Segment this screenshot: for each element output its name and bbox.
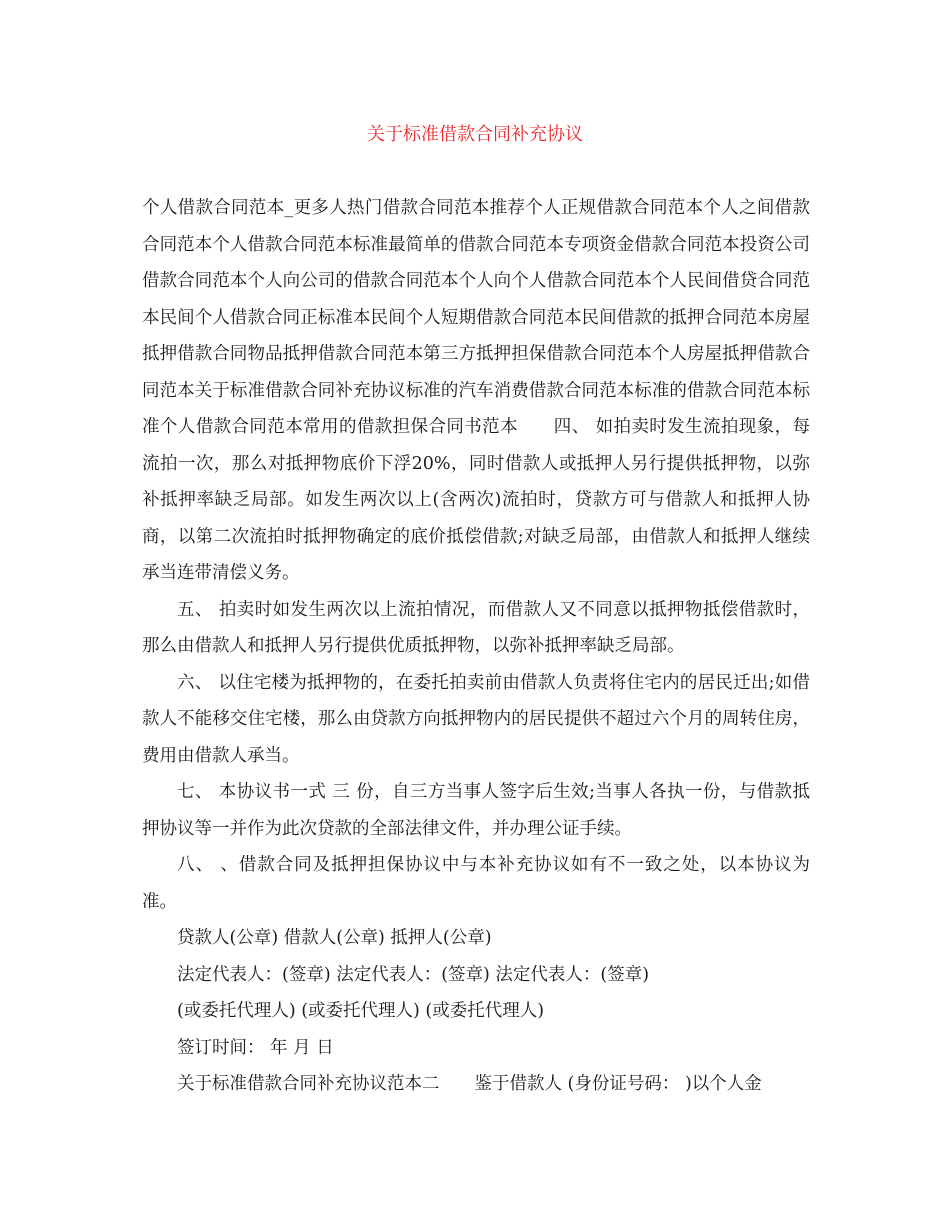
sign-date-line: 签订时间： 年 月 日 [177, 1037, 334, 1058]
intro-paragraph [142, 190, 810, 592]
clause-6-paragraph: 六、 以住宅楼为抵押物的，在委托拍卖前由借款人负责将住宅内的居民迁出;如借款人不能移交住宅楼，那么由贷款方向抵押物内的居民提供不超过六个月的周转住房，费用由借款人承当。 [142, 672, 810, 766]
intro-text: 个人借款合同范本_更多人热门借款合同范本推荐个人正规借款合同范本个人之间借款合同范本个人借款合同范本标准最简单的借款合同范本专项资金借款合同范本投资公司借款合同范本个人向公司的借款合同范本个人向个人借款合同范本个人民间借贷合同范本民间个人借款合同正标准本民间个人短期借款合同范本民间借款的抵押合同范本房屋抵押借款合同物品抵押借款合同范本第三方抵押担保借款合同范本个人房屋抵押借款合同范本关于标准借款合同补充协议标准的汽车消费借款合同范本标准的借款合同范本标准个人借款合同范本常用的借款担保合同书范本 [142, 198, 810, 437]
clause-5-paragraph: 五、 拍卖时如发生两次以上流拍情况，而借款人又不同意以抵押物抵偿借款时，那么由借款人和抵押人另行提供优质抵押物，以弥补抵押率缺乏局部。 [142, 599, 810, 656]
signature-representatives-line: 法定代表人：(签章) 法定代表人：(签章) 法定代表人：(签章) [177, 964, 650, 985]
paragraph-gap [518, 417, 554, 437]
next-section-gap [440, 1074, 475, 1094]
clause-8-paragraph: 八、 、借款合同及抵押担保协议中与本补充协议如有不一致之处，以本协议为准。 [142, 855, 810, 912]
next-section-title: 关于标准借款合同补充协议范本二 [177, 1074, 440, 1094]
document-body [142, 190, 810, 1103]
signature-agents-line: (或委托代理人) (或委托代理人) (或委托代理人) [177, 1001, 545, 1021]
clause-4-text: 四、 如拍卖时发生流拍现象，每流拍一次，那么对抵押物底价下浮20%，同时借款人或抵押人另行提供抵押物，以弥补抵押率缺乏局部。如发生两次以上(含两次)流拍时，贷款方可与借款人和抵押人协商，以第二次流拍时抵押物确定的底价抵偿借款;对缺乏局部，由借款人和抵押人继续承当连带清偿义务。 [142, 417, 811, 583]
signature-parties-line: 贷款人(公章) 借款人(公章) 抵押人(公章) [177, 928, 492, 948]
clause-7-paragraph: 七、 本协议书一式 三 份，自三方当事人签字后生效;当事人各执一份，与借款抵押协议等一并作为此次贷款的全部法律文件，并办理公证手续。 [142, 782, 810, 839]
document-title: 关于标准借款合同补充协议 [367, 124, 583, 145]
next-section-text: 鉴于借款人 (身份证号码： )以个人金 [474, 1074, 762, 1094]
next-section-line [142, 1066, 810, 1103]
